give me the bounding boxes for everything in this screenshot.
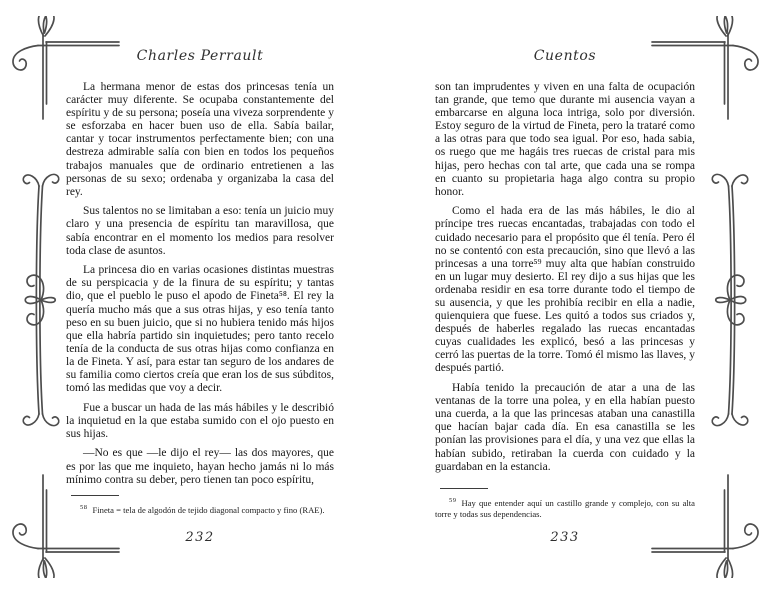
right-page: [435, 0, 695, 600]
right-footnote-block: [435, 488, 695, 520]
page-number-left: 232: [185, 530, 215, 545]
left-footnote-block: [66, 495, 334, 516]
footnote: [66, 502, 334, 516]
left-page: [66, 0, 334, 600]
footnote-rule: [440, 488, 488, 489]
running-header-title: Cuentos: [533, 48, 597, 64]
right-page-body: [435, 81, 695, 480]
paragraph: —No es que —le dijo el rey— las dos mayores, que es por las que me inquieto, hayan hecho jamás ni lo más mínimo contra su deber, pero tienen tan poco espíritu,: [66, 447, 334, 486]
left-page-body: [66, 81, 334, 493]
footnote-text: Fineta = tela de algodón de tejido diagonal compacto y fino (RAE).: [92, 505, 325, 515]
paragraph: Fue a buscar un hada de las más hábiles y le describió la inquietud en la que estaba sumido con el ojo puesto en sus hijas.: [66, 401, 334, 440]
footnote-rule: [71, 495, 119, 496]
running-header-author: Charles Perrault: [136, 48, 264, 64]
footnote: [435, 495, 695, 520]
page-number-right: 233: [550, 530, 580, 545]
paragraph: son tan imprudentes y viven en una falta de ocupación tan grande, que temo que durante mi ausencia vayan a embarcarse en alguna loca intriga, solo por diversión. Estoy seguro de la virtud de Fineta, pero la trataré como a las otras para que todo sea igual. Por eso, hada sabia, os ruego que me hagáis tres ruecas de cristal para mis hijas, pero hechas con tal arte, que cada una se rompa en cuanto su propietaria haga algo contra su propio honor.: [435, 81, 695, 198]
paragraph: La hermana menor de estas dos princesas tenía un carácter muy diferente. Se ocupaba constantemente del espíritu y de su persona; poseía una viveza sorprendente y se esforzaba en hacer buen uso de ella. Sabía bailar, cantar y tocar instrumentos perfectamente bien; con una destreza admirable salía con bien en todos los pequeños trabajos manuales que de ordinario entretienen a las personas de su sexo; ordenaba y organizaba la casa del rey.: [66, 81, 334, 198]
paragraph: Sus talentos no se limitaban a eso: tenía un juicio muy claro y una presencia de espíritu tan maravillosa, que sabía encontrar en el momento los medios para resolver toda clase de asuntos.: [66, 205, 334, 257]
footnote-marker: 58: [80, 504, 88, 511]
paragraph: La princesa dio en varias ocasiones distintas muestras de su perspicacia y de la finura de su espíritu; y tantas dio, que el pueblo le puso el apodo de Fineta⁵⁸. El rey la quería mucho más que a sus otras hijas, y eso tenía tanto peso en su buen juicio, que si no hubiera tenido más hijos que ella habría partido sin inquietudes; pero tanto recelo tenía de la conducta de sus otras hijas como confianza en la de Fineta. Y así, para estar tan seguro de los andares de su familia como ciertos creía que eran los de sus súbditos, tomó las medidas que voy a decir.: [66, 264, 334, 395]
paragraph: Como el hada era de las más hábiles, le dio al príncipe tres ruecas encantadas, trabajadas con todo el cuidado necesario para el propósito que él tenía. Pero él no se contentó con esta precaución, sino que llevó a las princesas a una torre⁵⁹ muy alta que habían construido en un lugar muy desierto. El rey dijo a sus hijas que les ordenaba residir en esa torre durante todo el tiempo de su ausencia, y que les prohibía recibir en ella a nadie, quienquiera que fuese. Les quitó a todos sus criados y, después de haberles regalado las ruecas encantadas cuyas cualidades les explicó, besó a las princesas y cerró las puertas de la torre. Tomó él mismo las llaves, y después partió.: [435, 205, 695, 375]
footnote-text: Hay que entender aquí un castillo grande y complejo, con su alta torre y todas sus dependencias.: [435, 498, 695, 519]
paragraph: Había tenido la precaución de atar a una de las ventanas de la torre una polea, y en ella habían puesto una cuerda, a la que las princesas ataban una canastilla que hacían bajar cada día. En esa canastilla se les ponían las provisiones para el día, y una vez que ellas la habían subido, retiraban la cuerda con cuidado y la guardaban en la estancia.: [435, 382, 695, 473]
margin-flourish-left: [12, 170, 68, 430]
footnote-marker: 59: [449, 497, 457, 504]
margin-flourish-right: [703, 170, 759, 430]
